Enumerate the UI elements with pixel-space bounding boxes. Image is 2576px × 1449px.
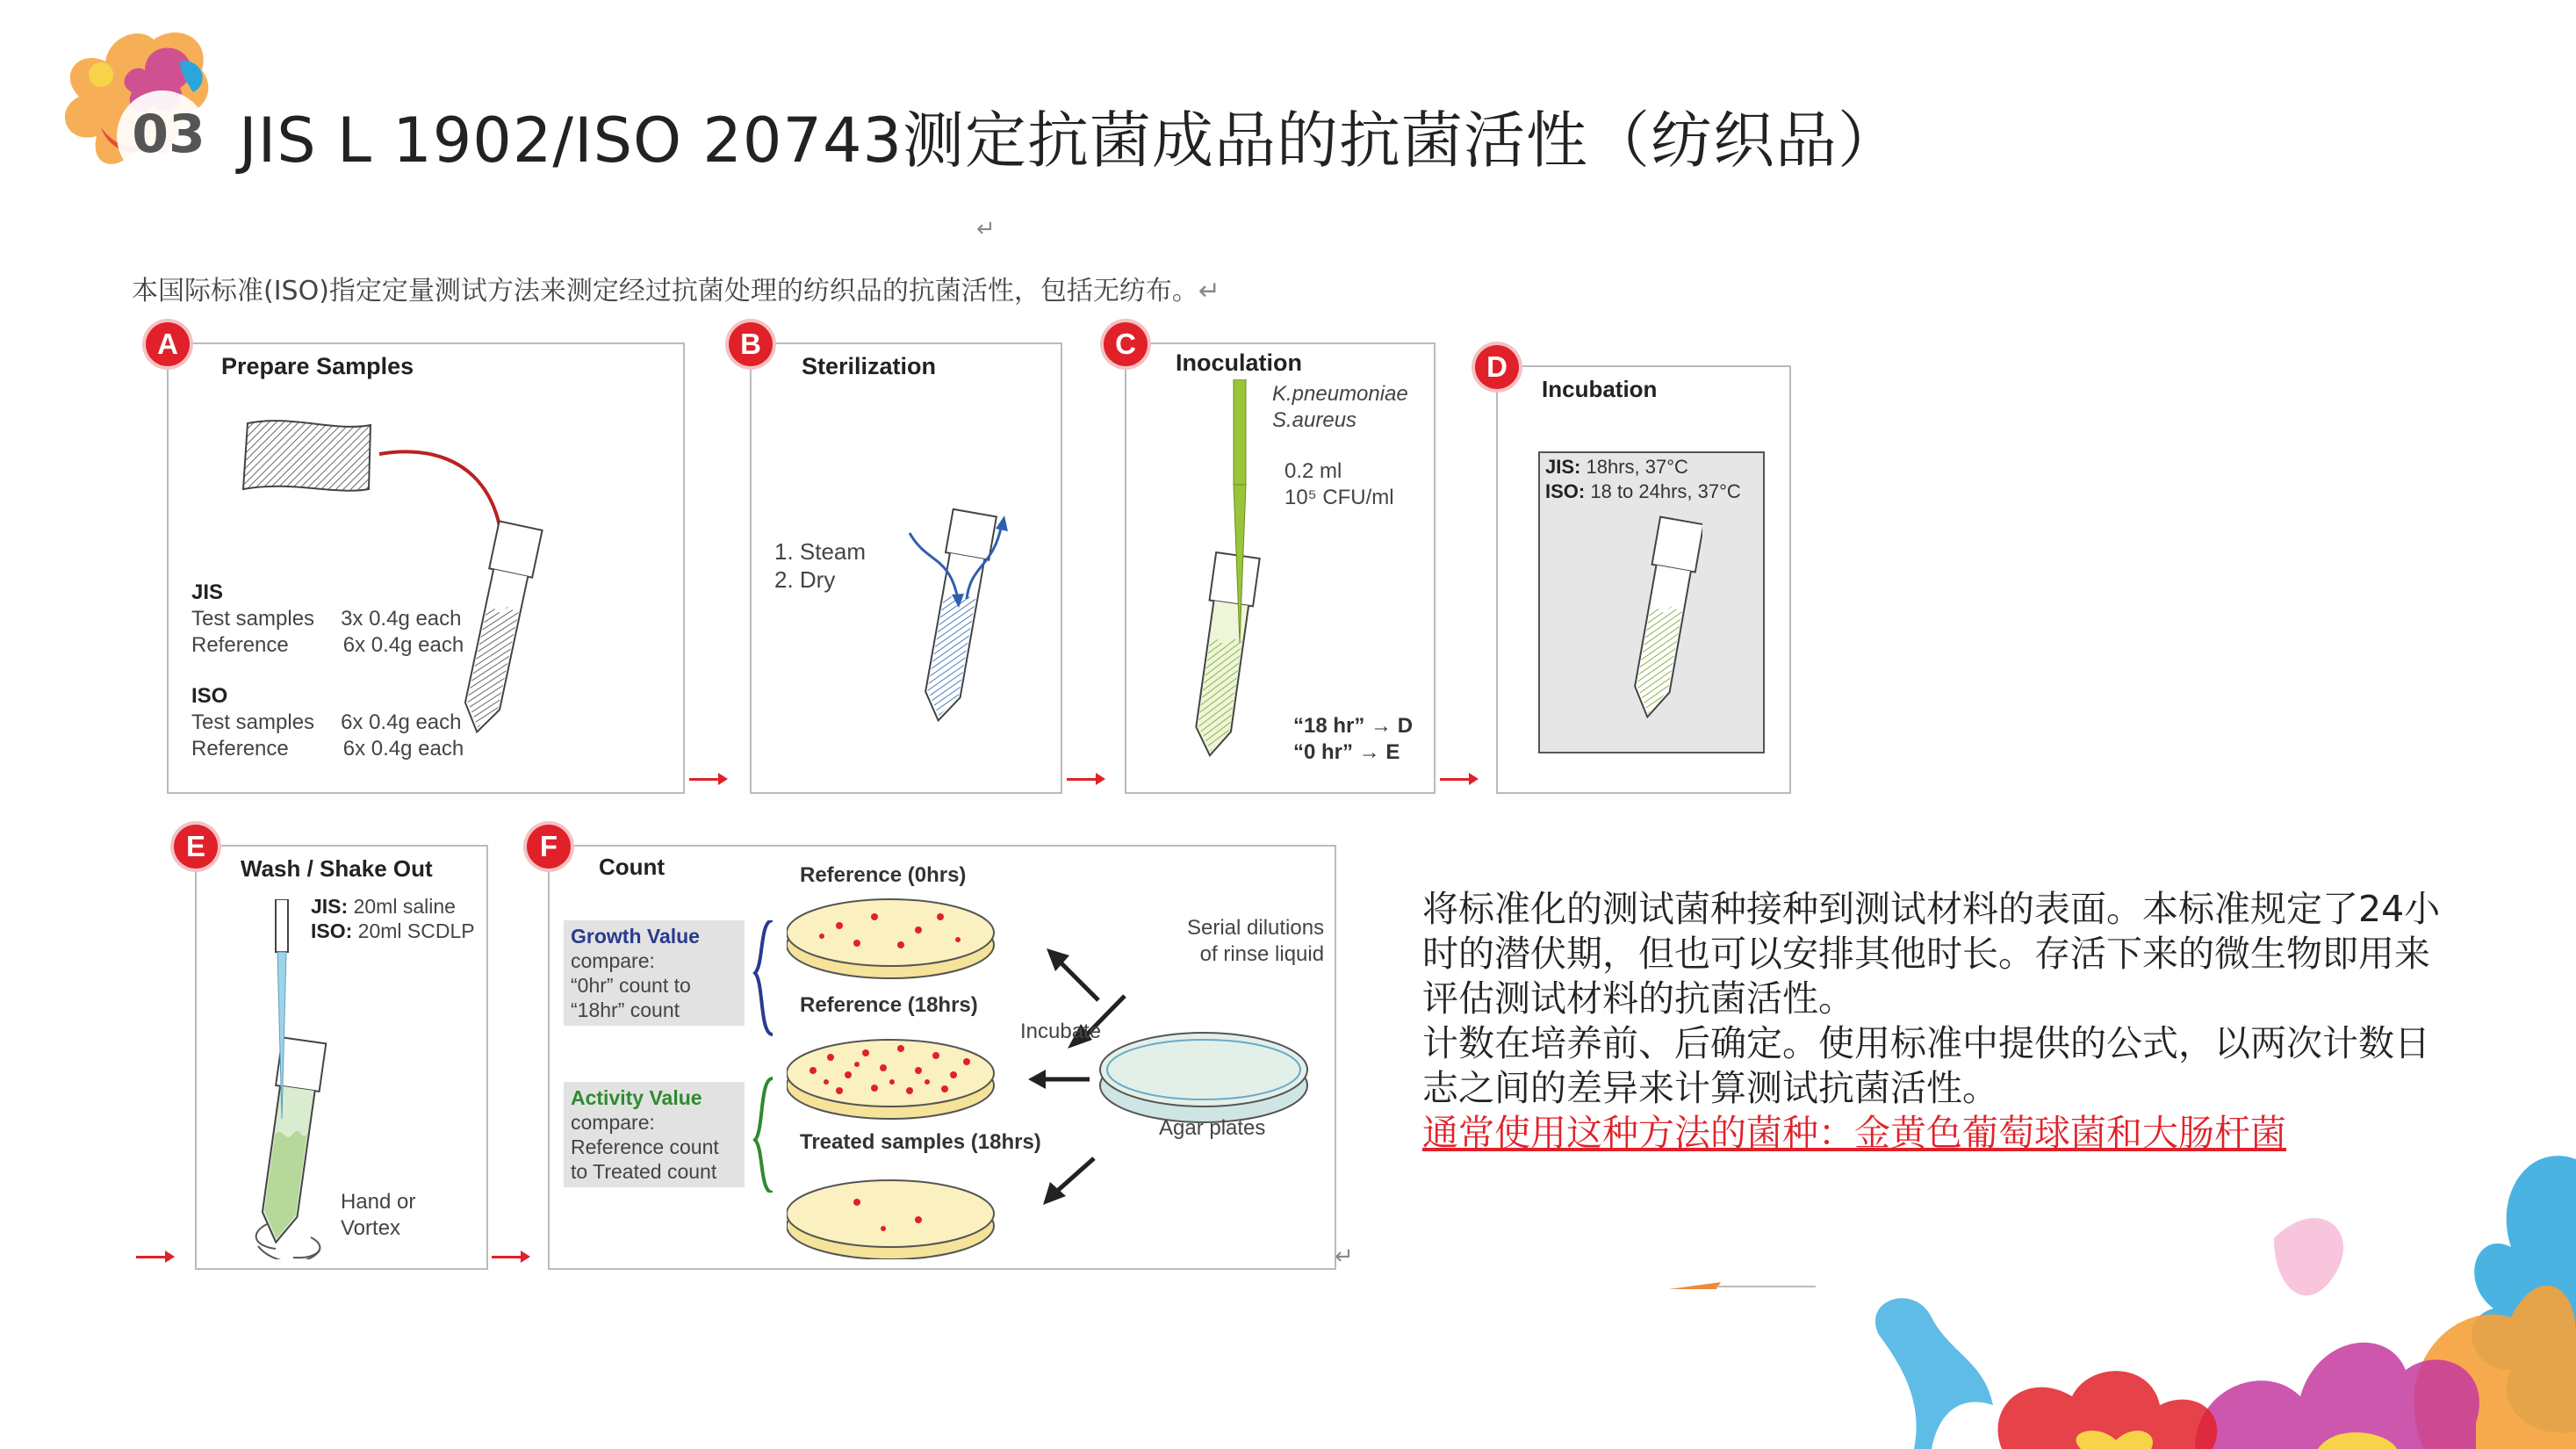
panel-title: Wash / Shake Out — [241, 855, 433, 882]
panel-count — [548, 845, 1336, 1270]
plate-label-ref-18hr: Reference (18hrs) — [800, 993, 978, 1017]
panel-title: Prepare Samples — [221, 353, 414, 379]
steam-tube-illustration — [883, 502, 1059, 766]
serial-dilutions-label: Serial dilutions of rinse liquid — [1187, 916, 1325, 966]
flow-arrow — [1067, 778, 1102, 781]
agitation-method: Hand or Vortex — [341, 1190, 416, 1240]
activity-value-box: Activity Value compare: Reference count to Treated count — [564, 1082, 745, 1187]
badge-a: A — [146, 322, 190, 366]
plate-label-treated-18hr: Treated samples (18hrs) — [800, 1130, 1041, 1154]
badge-c: C — [1104, 322, 1148, 366]
panel-title: Inoculation — [1176, 350, 1302, 376]
route-text: “18 hr” → D “0 hr” → E — [1293, 714, 1414, 764]
panel-title: Sterilization — [802, 353, 937, 379]
growth-value-box: Growth Value compare: “0hr” count to “18hr” count — [564, 920, 745, 1026]
section-number: 03 — [132, 104, 205, 165]
badge-e: E — [174, 825, 218, 869]
agar-plate-blue — [1100, 1033, 1307, 1122]
page-title: JIS L 1902/ISO 20743测定抗菌成品的抗菌活性（纺织品） — [239, 105, 1901, 177]
panel-inoculation — [1125, 342, 1436, 794]
wash-tube-illustration — [232, 899, 355, 1259]
flow-arrow — [136, 1256, 171, 1258]
panel-prepare-samples — [167, 342, 685, 794]
panel-sterilization — [750, 342, 1062, 794]
inoculum-text: 0.2 ml 10⁵ CFU/ml — [1284, 459, 1394, 509]
intro-text: 本国际标准(ISO)指定定量测试方法来测定经过抗菌处理的纺织品的抗菌活性，包括无纺布。↵ — [132, 276, 1221, 306]
pipette-tube-illustration — [1179, 379, 1293, 775]
panel-title: Count — [599, 854, 666, 880]
panel-incubation — [1496, 365, 1791, 794]
jis-samples-block: JIS Test samples 3x 0.4g each Reference 6x 0.4g each ISO Test samples 6x 0.4g each Reference 6x 0.4g each — [191, 580, 464, 761]
badge-f: F — [527, 825, 571, 869]
flow-arrow — [689, 778, 724, 781]
plate-treated-18hr — [787, 1180, 994, 1259]
incubate-label: Incubate — [1020, 1020, 1102, 1043]
description-paragraph-2: 计数在培养前、后确定。使用标准中提供的公式，以两次计数日志之间的差异来计算测试抗菌活性。 — [1422, 1022, 2430, 1109]
plate-ref-18hr — [787, 1040, 994, 1119]
corner-splash-decoration — [1861, 1142, 2576, 1449]
comparison-braces — [746, 920, 781, 1193]
incubating-tube-illustration — [1623, 515, 1702, 752]
badge-d: D — [1475, 345, 1519, 389]
decorative-line — [1668, 1273, 1817, 1300]
panel-title: Incubation — [1542, 376, 1658, 402]
panel-wash-shake-out — [195, 845, 488, 1270]
return-mark: ↵ — [1335, 1244, 1354, 1270]
incubator-box — [1538, 451, 1765, 753]
description-highlight: 通常使用这种方法的菌种：金黄色葡萄球菌和大肠杆菌 — [1422, 1112, 2286, 1154]
wash-volumes: JIS: 20ml saline ISO: 20ml SCDLP — [311, 895, 475, 942]
agar-plates-label: Agar plates — [1159, 1116, 1266, 1140]
description-text — [1422, 887, 2450, 1156]
plate-ref-0hr — [787, 899, 994, 978]
description-paragraph-1: 将标准化的测试菌种接种到测试材料的表面。本标准规定了24小时的潜伏期，但也可以安排其他时长。存活下来的微生物即用来评估测试材料的抗菌活性。 — [1422, 888, 2441, 1020]
badge-b: B — [729, 322, 773, 366]
flow-arrow — [1440, 778, 1475, 781]
return-mark: ↵ — [976, 216, 996, 242]
organisms-text: K.pneumoniae S.aureus — [1272, 382, 1408, 432]
incubation-conditions: JIS: 18hrs, 37°C ISO: 18 to 24hrs, 37°C — [1545, 456, 1741, 502]
plate-label-ref-0hr: Reference (0hrs) — [800, 863, 967, 887]
sterilization-steps: 1. Steam 2. Dry — [774, 538, 867, 593]
flow-arrow — [492, 1256, 527, 1258]
